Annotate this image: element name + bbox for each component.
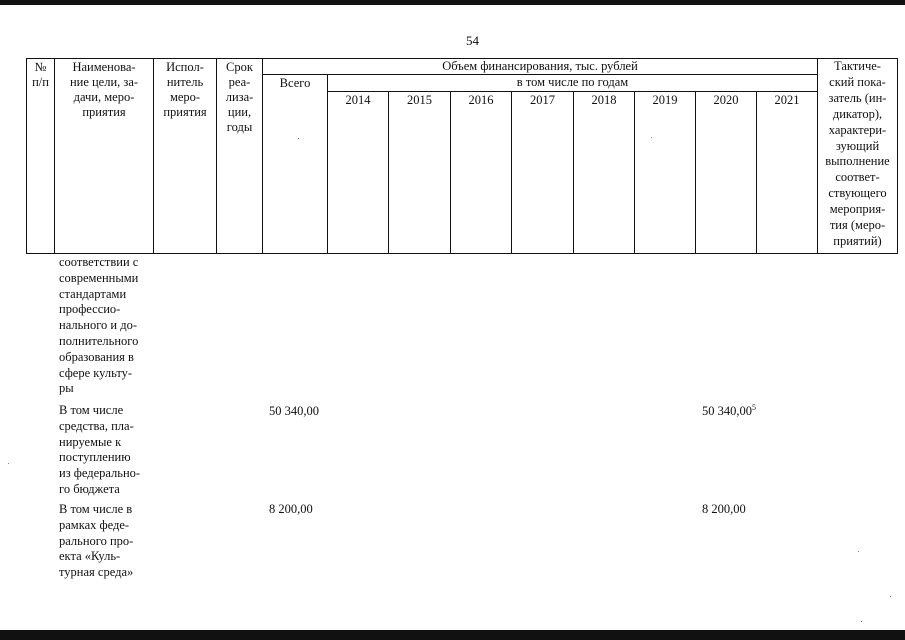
header-number: № п/п [32, 60, 49, 89]
year-2017: 2017 [530, 93, 555, 107]
header-name: Наименова- ние цели, за- дачи, меро- приятия [69, 60, 139, 119]
top-border [0, 0, 905, 5]
year-2020: 2020 [713, 93, 739, 107]
header-term: Срок реа- лиза- ции, годы [225, 60, 254, 134]
scan-speck [890, 596, 891, 597]
scan-speck [8, 463, 9, 464]
row-name-federal-budget: В том числе средства, пла- нируемые к поступлению из федерально- го бюджета [59, 403, 141, 496]
year-2021: 2021 [774, 93, 800, 107]
year-2015: 2015 [407, 93, 432, 107]
scan-speck [298, 138, 299, 139]
row-federal-total: 50 340,00 [269, 404, 319, 418]
scan-speck [861, 621, 862, 622]
scan-speck [858, 551, 859, 552]
year-2018: 2018 [591, 93, 617, 107]
row-name-culture-project: В том числе в рамках феде- рального про- екта «Куль- турная среда» [59, 502, 134, 580]
year-2014: 2014 [345, 93, 371, 107]
row-name-continuation: соответствии с современными стандартами профессио- нального и до- полнительного образования в сфере культу- ры [59, 255, 139, 396]
header-indicator: Тактиче- ский пока- затель (ин- дикатор), характери- зующий выполнение соответ- ствующего мероприя- тия (меро- приятий) [825, 59, 890, 248]
header-by-years: в том числе по годам [516, 75, 629, 89]
bottom-border [0, 630, 905, 640]
header-financing: Объем финансирования, тыс. рублей [442, 59, 638, 73]
row-federal-2020: 50 340,00$^5$ [702, 402, 756, 418]
year-2016: 2016 [468, 93, 494, 107]
page-number: 54 [466, 33, 479, 48]
header-executor: Испол- нитель меро- приятия [163, 60, 207, 119]
scan-speck [651, 137, 652, 138]
year-2019: 2019 [652, 93, 678, 107]
row-project-2020: 8 200,00 [702, 502, 746, 516]
row-project-total: 8 200,00 [269, 502, 313, 516]
header-total: Всего [279, 76, 311, 90]
